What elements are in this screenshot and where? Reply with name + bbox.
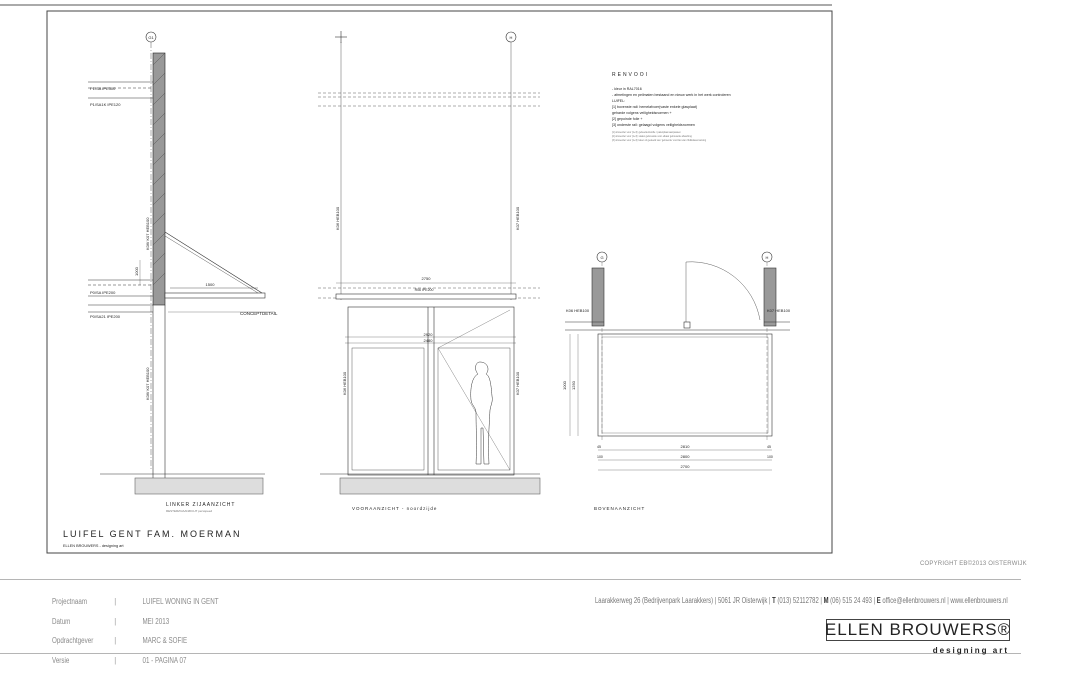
front-view-labels [335, 35, 520, 511]
svg-text:BOVENAANZICHT: BOVENAANZICHT [594, 506, 645, 511]
svg-text:45: 45 [767, 445, 771, 449]
left-view-labels [90, 35, 278, 513]
meta-label: Versie [52, 656, 114, 665]
project-subtitle: ELLEN BROUWERS - designing art [63, 544, 125, 548]
project-meta [52, 597, 266, 675]
meta-value: 01 - PAGINA 07 [142, 656, 186, 665]
svg-text:- kleur in RAL7016: - kleur in RAL7016 [612, 87, 642, 91]
meta-value: MEI 2013 [142, 617, 169, 626]
svg-text:K07 HEB100: K07 HEB100 [515, 206, 520, 230]
svg-text:[1] bovenste rail: hemelafvoer: [1] bovenste rail: hemelafvoer(vaste enkele glasplaat) [612, 105, 697, 109]
svg-text:[1] uitvoerder voor [1+3]: geb: [1] uitvoerder voor [1+3]: gebeeltenisrolle / palenplaat aanpassen [612, 131, 681, 134]
meta-value: MARC & SOFIE [142, 636, 187, 645]
svg-text:2800: 2800 [681, 454, 691, 459]
svg-text:geharde volgens veiligheidsnor: geharde volgens veiligheidsnormen + [612, 111, 672, 115]
plan-view [565, 252, 790, 470]
front-view [318, 31, 540, 494]
svg-text:P0/SA21 IPE200: P0/SA21 IPE200 [90, 314, 121, 319]
svg-text:K07 HEB100: K07 HEB100 [515, 371, 520, 395]
svg-text:2750: 2750 [422, 276, 432, 281]
svg-text:P1/SA1K IPE120: P1/SA1K IPE120 [90, 102, 121, 107]
footer-rule-top [0, 579, 1021, 580]
meta-row-version: Versie | 01 - PAGINA 07 [52, 656, 219, 675]
svg-text:CONCEPTDETAIL: CONCEPTDETAIL [240, 311, 278, 316]
svg-text:2810: 2810 [681, 444, 691, 449]
meta-label: Opdrachtgever [52, 636, 114, 645]
meta-label: Datum [52, 617, 114, 626]
svg-text:2480: 2480 [424, 338, 434, 343]
svg-text:100: 100 [597, 455, 603, 459]
svg-text:R06 IPE200: R06 IPE200 [415, 288, 434, 292]
copyright-note: COPYRIGHT EB©2013 OISTERWIJK [920, 561, 1027, 567]
renvooi-legend [612, 72, 731, 142]
svg-text:LINKER ZIJAANZICHT: LINKER ZIJAANZICHT [166, 502, 235, 508]
svg-text:K06 HEB100: K06 HEB100 [335, 206, 340, 230]
svg-text:- afmetingen en peilmaten best: - afmetingen en peilmaten bestaand en nieuw werk in het werk controleren [612, 93, 731, 97]
svg-text:H: H [510, 35, 513, 40]
meta-row-date: Datum | MEI 2013 [52, 617, 219, 637]
project-title-block [63, 529, 242, 548]
svg-text:P1/SA IPE300: P1/SA IPE300 [90, 86, 116, 91]
svg-text:[3] uitvoerder voor [1+3]: lak: [3] uitvoerder voor [1+3]: laken of gedeeld van 'geboerde' voorziet van ribdikdavernaming [612, 139, 707, 142]
svg-text:1000: 1000 [562, 380, 567, 390]
meta-row-project: Projectnaam | LUIFEL WONING IN GENT [52, 597, 219, 617]
svg-text:1000: 1000 [134, 266, 139, 276]
svg-text:1500: 1500 [206, 282, 216, 287]
svg-text:LUIFEL:: LUIFEL: [612, 99, 625, 103]
svg-text:K06 HEB100: K06 HEB100 [342, 371, 347, 395]
svg-text:G1: G1 [148, 35, 154, 40]
svg-text:K06 HEB100: K06 HEB100 [566, 308, 590, 313]
svg-text:2920: 2920 [424, 332, 434, 337]
svg-text:[2] gepoinde folie +: [2] gepoinde folie + [612, 117, 642, 121]
brand-tagline: designing art [933, 646, 1009, 655]
svg-text:45: 45 [597, 445, 601, 449]
meta-row-client: Opdrachtgever | MARC & SOFIE [52, 636, 219, 656]
svg-text:[2] uitvoerder voor [1+3]: sta: [2] uitvoerder voor [1+3]: stalen gebouwde voor elkaar gebouwde afwerking [612, 135, 692, 138]
svg-text:K06/ K07 HEB100: K06/ K07 HEB100 [145, 367, 150, 400]
svg-text:2700: 2700 [681, 464, 691, 469]
meta-label: Projectnaam [52, 597, 114, 606]
svg-text:H: H [766, 255, 769, 260]
svg-text:VOORAANZICHT - noordzijde: VOORAANZICHT - noordzijde [352, 506, 437, 511]
brand-logo: ELLEN BROUWERS® [826, 619, 1010, 641]
svg-text:1250: 1250 [571, 380, 576, 390]
contact-line: Laarakkerweg 26 (Bedrijvenpark Laarakkers) | 5061 JR Oisterwijk | T (013) 52112782 | M (06) 515 24 493 | E office@ellenbrouwers.nl | www.ellenbrouwers.nl [595, 596, 1008, 605]
svg-text:100: 100 [767, 455, 773, 459]
svg-text:G: G [600, 255, 603, 260]
svg-text:RESTERZIJAANZICHT persspeed: RESTERZIJAANZICHT persspeed [166, 509, 212, 513]
svg-text:K07 HEB100: K07 HEB100 [767, 308, 791, 313]
svg-text:RENVOOI: RENVOOI [612, 72, 649, 78]
meta-value: LUIFEL WONING IN GENT [142, 597, 218, 606]
project-title: LUIFEL GENT FAM. MOERMAN [63, 529, 242, 539]
svg-text:P0/SA IPE200: P0/SA IPE200 [90, 290, 116, 295]
svg-text:K06/ K07 HEB100: K06/ K07 HEB100 [145, 217, 150, 250]
svg-text:[3] onderste rail: gelaagd vol: [3] onderste rail: gelaagd volgens veiligheidsnormen [612, 123, 695, 127]
